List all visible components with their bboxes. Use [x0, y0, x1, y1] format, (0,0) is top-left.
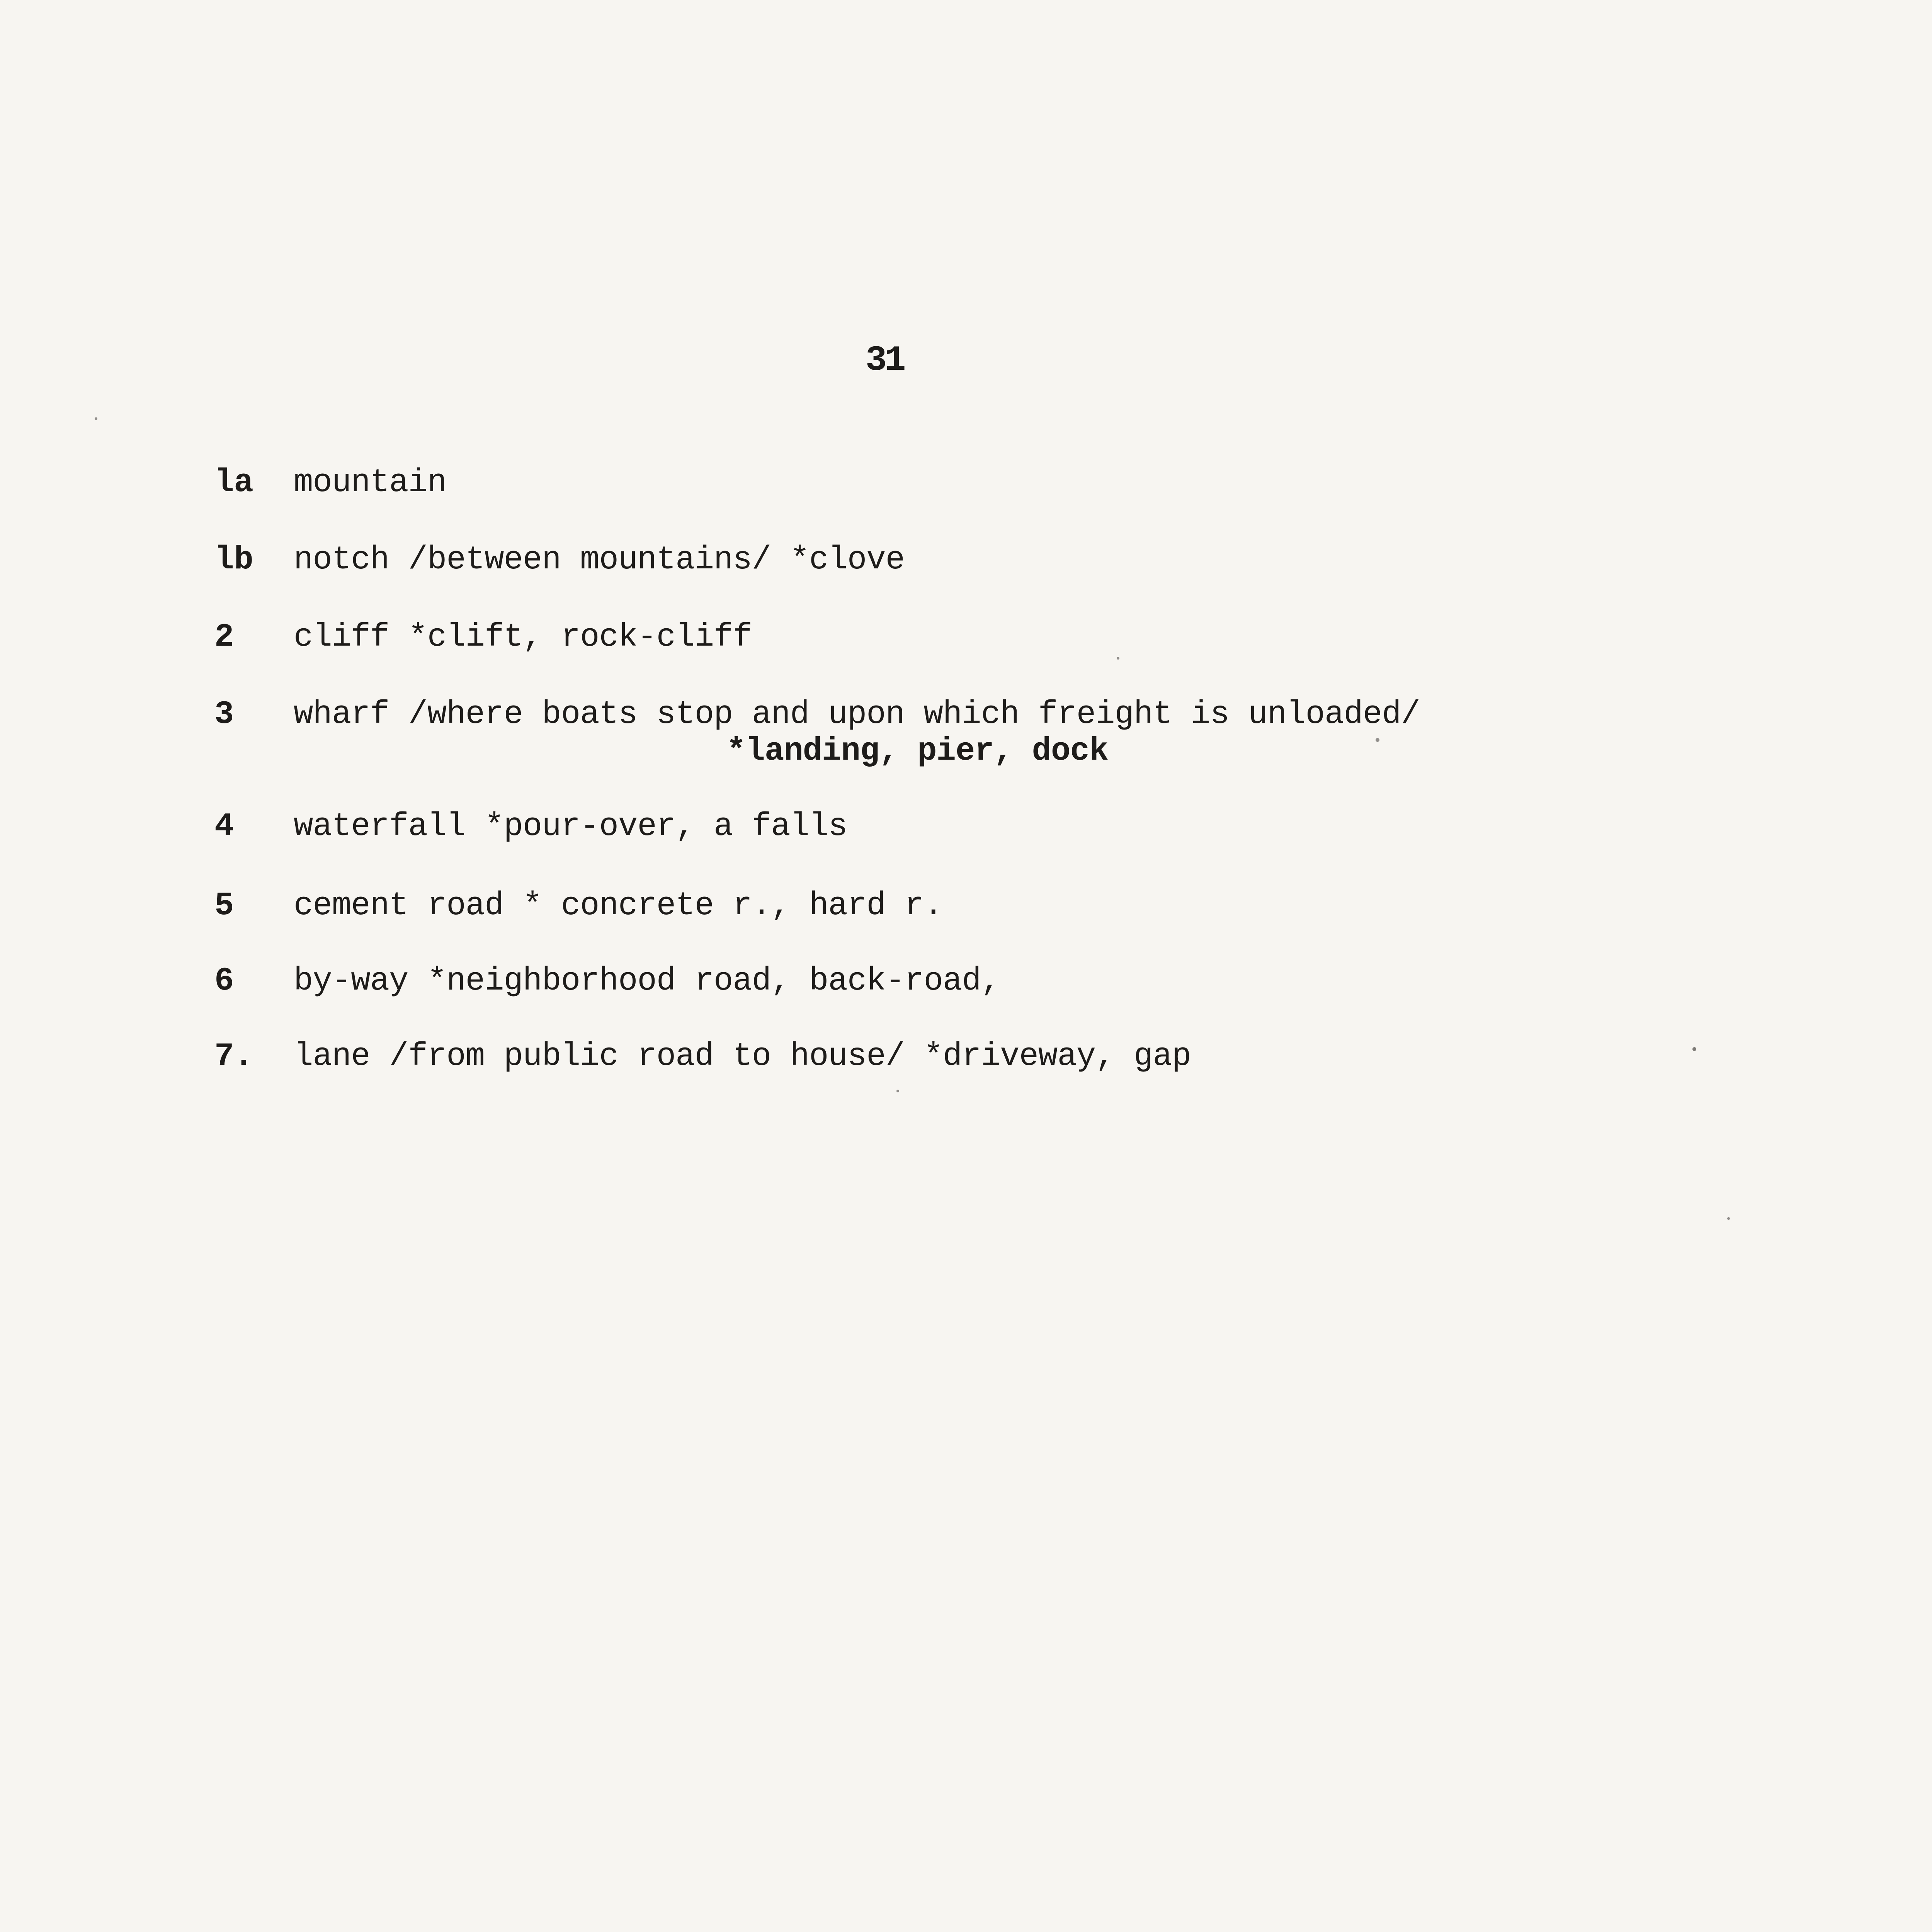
- list-item: [0, 804, 1816, 850]
- entry-text: wharf /where boats stop and upon which freight is unloaded/: [294, 696, 1420, 733]
- list-item: [0, 537, 1816, 583]
- entry-text-continuation: *landing, pier, dock: [726, 733, 1109, 770]
- entry-number: 5: [214, 888, 234, 924]
- entry-number: 7.: [214, 1038, 253, 1075]
- scan-speck: [1727, 1217, 1730, 1220]
- scan-speck: [896, 1090, 899, 1092]
- entry-text: mountain: [294, 464, 447, 501]
- scan-speck: [95, 417, 97, 420]
- entry-number: la: [214, 464, 253, 501]
- entry-text: waterfall *pour-over, a falls: [294, 808, 847, 845]
- list-item: [0, 883, 1816, 929]
- list-item: [0, 614, 1816, 661]
- entry-number: 4: [214, 808, 234, 845]
- list-item: [0, 692, 1816, 777]
- scan-speck: [1376, 738, 1379, 742]
- entry-text: cliff *clift, rock-cliff: [294, 619, 752, 656]
- list-item: [0, 1034, 1816, 1080]
- scan-speck: [1117, 657, 1119, 660]
- entry-text: notch /between mountains/ *clove: [294, 542, 905, 578]
- entry-text: lane /from public road to house/ *driveway, gap: [294, 1038, 1191, 1075]
- page-number: 31: [866, 340, 904, 381]
- entry-text: by-way *neighborhood road, back-road,: [294, 963, 1000, 1000]
- entry-text: cement road * concrete r., hard r.: [294, 888, 943, 924]
- entry-number: 3: [214, 696, 234, 733]
- entry-number: 6: [214, 963, 234, 1000]
- scan-speck: [1692, 1047, 1696, 1051]
- entry-number: lb: [214, 542, 253, 578]
- list-item: [0, 460, 1816, 506]
- list-item: [0, 958, 1816, 1005]
- entry-number: 2: [214, 619, 234, 656]
